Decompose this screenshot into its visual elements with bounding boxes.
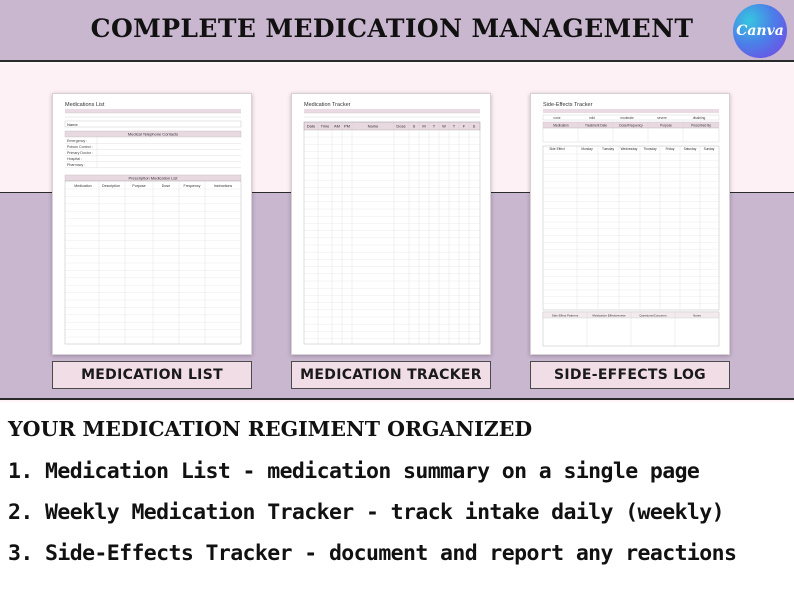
footer-header: Questions/Concerns [639,313,667,318]
feature-item: 1. Medication List - medication summary on a single page [8,459,700,484]
contact-label: Pharmacy : [67,163,86,167]
info-header: Medication [553,123,569,128]
week-header: Tuesday [601,147,615,151]
column-header: S [412,123,416,129]
page-title: COMPLETE MEDICATION MANAGEMENT [90,14,694,43]
medication-tracker-title: Medication Tracker [304,102,351,108]
week-header: Sunday [703,147,715,151]
contacts-title: Medical Telephone Contacts [127,131,179,137]
contact-label: Hospital : [67,157,82,161]
column-header: Time [320,123,330,129]
feature-item: 2. Weekly Medication Tracker - track intake daily (weekly) [8,500,724,525]
severity-label: moderate [620,116,634,120]
medication-tracker-preview [291,93,491,355]
footer-header: Notes [693,313,701,318]
header-band [0,0,794,62]
info-header: Treatment Date [584,123,608,128]
week-header: Wednesday [620,147,638,151]
column-header: PM [344,123,350,129]
column-header: AM [334,123,340,129]
column-header: Purpose [132,184,146,188]
info-header: Purpose [660,123,672,128]
prescription-title: Prescription Medication List [128,175,178,181]
week-header: Monday [581,147,593,151]
canva-logo: Canva [733,4,787,58]
info-header: Prescribed By [691,123,711,128]
column-header: T [432,123,436,129]
column-header: Dose [161,184,171,188]
info-header: Dose/Frequency [619,123,643,128]
column-header: M [422,123,426,129]
medication-list-title: Medications List [65,102,105,108]
contact-label: Primary Doctor : [67,151,93,155]
medication-list-preview [52,93,252,355]
column-header: Instructions [213,184,233,188]
column-header: F [462,123,466,129]
week-header: Saturday [683,147,697,151]
footer-header: Side Effect Patterns [551,313,579,318]
name-label: Name [67,122,78,127]
week-header: Side Effect [549,147,565,151]
column-header: Description [102,184,120,188]
footer-header: Medication Effectiveness [592,313,626,318]
severity-label: severe [657,116,667,120]
week-header: Friday [665,147,675,151]
severity-label: disabling [692,116,706,120]
column-header: Date [306,123,316,129]
contact-label: Poison Control : [67,145,93,149]
side-effects-preview [530,93,730,355]
column-header: Dose [396,123,406,129]
contact-label: Emergency : [67,139,88,143]
severity-label: mild [589,116,595,120]
column-header: Frequency [183,184,201,188]
side-effects-label: SIDE-EFFECTS LOG [530,361,730,389]
column-header: Medication [74,184,92,188]
severity-label: none [553,116,561,120]
column-header: W [442,123,446,129]
section-heading: YOUR MEDICATION REGIMENT ORGANIZED [8,417,533,441]
week-header: Thursday [643,147,657,151]
column-header: S [472,123,476,129]
column-header: Name [367,123,379,129]
feature-item: 3. Side-Effects Tracker - document and report any reactions [8,541,737,566]
medication-tracker-label: MEDICATION TRACKER [291,361,491,389]
medication-list-label: MEDICATION LIST [52,361,252,389]
side-effects-title: Side-Effects Tracker [543,102,593,108]
column-header: T [452,123,456,129]
